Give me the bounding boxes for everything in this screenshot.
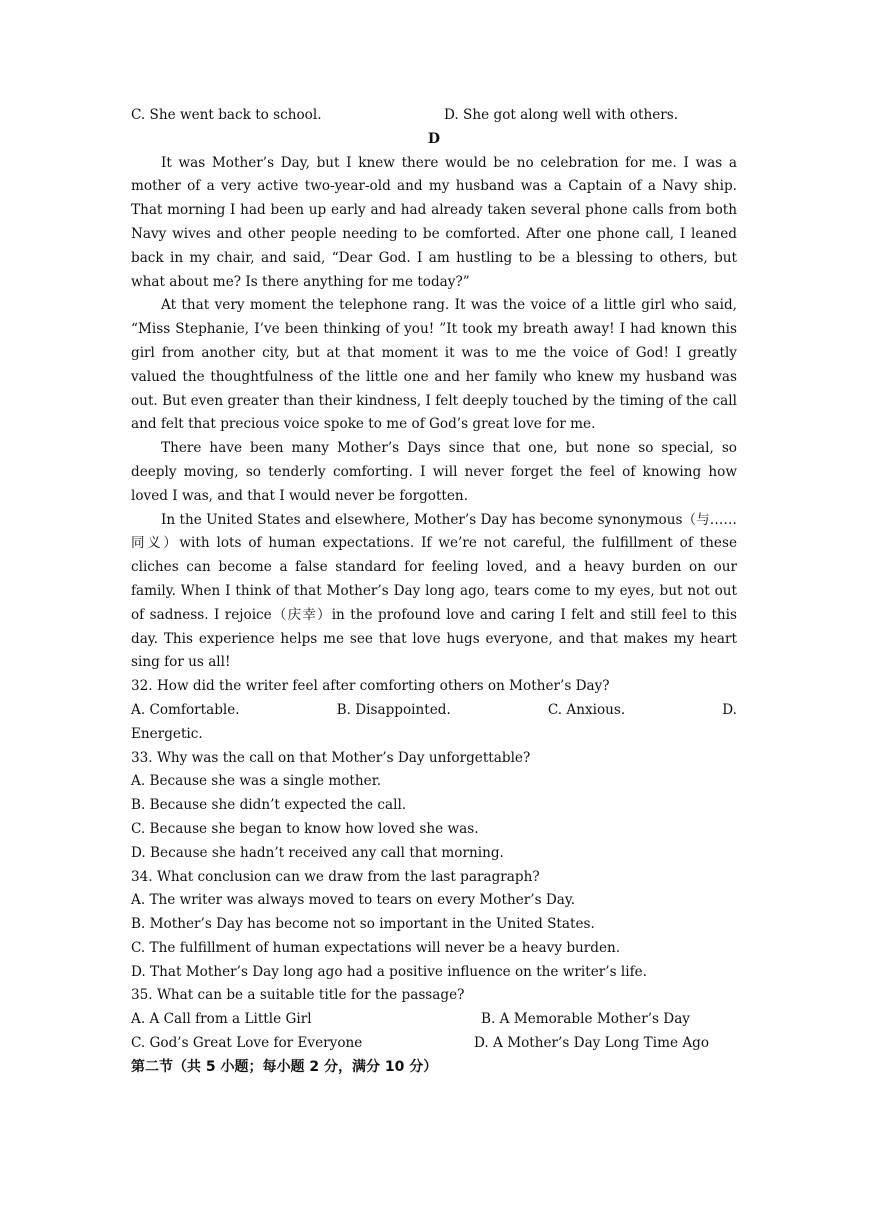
question-33-stem: 33. Why was the call on that Mother’s Day unforgettable? [131, 749, 531, 766]
question-35-options-ab [131, 1008, 737, 1032]
passage-paragraph-3: There have been many Mother’s Days since that one, but none so special, so deeply moving, so tenderly comforting. I will never forget the feel of knowing how loved I was, and that I would never be forgotten. [131, 440, 737, 504]
q32-option-b: B. Disappointed. [336, 701, 451, 718]
question-35-options-cd [131, 1032, 737, 1056]
previous-question-options [131, 104, 737, 128]
q32-option-d-text: Energetic. [131, 725, 203, 742]
question-32-options [131, 699, 737, 723]
passage-paragraph-1: It was Mother’s Day, but I knew there would be no celebration for me. I was a mother of a very active two-year-old and my husband was a Captain of a Navy ship. That morning I had been up early and had already taken several phone calls from both Navy wives and other people needing to be comforted. After one phone call, I leaned back in my chair, and said, “Dear God. I am hustling to be a blessing to others, but what about me? Is there anything for me today?” [131, 154, 737, 290]
question-35-stem: 35. What can be a suitable title for the passage? [131, 987, 465, 1004]
q33-option-c: C. Because she began to know how loved she was. [131, 820, 479, 837]
q34-option-c: C. The fulfillment of human expectations will never be a heavy burden. [131, 939, 621, 956]
q33-option-b: B. Because she didn’t expected the call. [131, 797, 407, 814]
q32-option-c: C. Anxious. [547, 701, 626, 718]
q34-option-b: B. Mother’s Day has become not so important in the United States. [131, 916, 595, 933]
section-heading: 第二节（共 5 小题；每小题 2 分，满分 10 分） [131, 1058, 438, 1075]
q33-option-a: A. Because she was a single mother. [131, 773, 382, 790]
q34-option-d: D. That Mother’s Day long ago had a positive influence on the writer’s life. [131, 963, 647, 980]
q35-option-a: A. A Call from a Little Girl [131, 1011, 312, 1028]
question-32-stem: 32. How did the writer feel after comforting others on Mother’s Day? [131, 678, 610, 695]
q32-option-d-prefix: D. [722, 701, 737, 718]
passage-label: D [427, 130, 441, 147]
passage-paragraph-2: At that very moment the telephone rang. It was the voice of a little girl who said, “Miss Stephanie, I’ve been thinking of you! ”It took my breath away! I had known this girl from another city, but at that moment it was to me the voice of God! I greatly valued the thoughtfulness of the little one and her family who knew my husband was out. But even greater than their kindness, I felt deeply touched by the timing of the call and felt that precious voice spoke to me of God’s great love for me. [131, 297, 737, 433]
passage-paragraph-4: In the United States and elsewhere, Mother’s Day has become synonymous（与……同义）with lots of human expectations. If we’re not careful, the fulfillment of these cliches can become a false standard for feeling loved, and a heavy burden on our family. When I think of that Mother’s Day long ago, tears come to my eyes, but not out of sadness. I rejoice（庆幸）in the profound love and caring I felt and still feel to this day. This experience helps me see that love hugs everyone, and that makes my heart sing for us all! [131, 511, 737, 671]
q35-option-c: C. God’s Great Love for Everyone [131, 1035, 363, 1052]
option-c: C. She went back to school. [131, 107, 322, 123]
option-d: D. She got along well with others. [444, 107, 679, 123]
q34-option-a: A. The writer was always moved to tears on every Mother’s Day. [131, 892, 576, 909]
q32-option-a: A. Comfortable. [131, 701, 240, 718]
q35-option-b: B. A Memorable Mother’s Day [481, 1011, 690, 1028]
q35-option-d: D. A Mother’s Day Long Time Ago [474, 1035, 710, 1052]
q33-option-d: D. Because she hadn’t received any call that morning. [131, 844, 504, 861]
exam-page [131, 104, 737, 1080]
question-34-stem: 34. What conclusion can we draw from the last paragraph? [131, 868, 540, 885]
